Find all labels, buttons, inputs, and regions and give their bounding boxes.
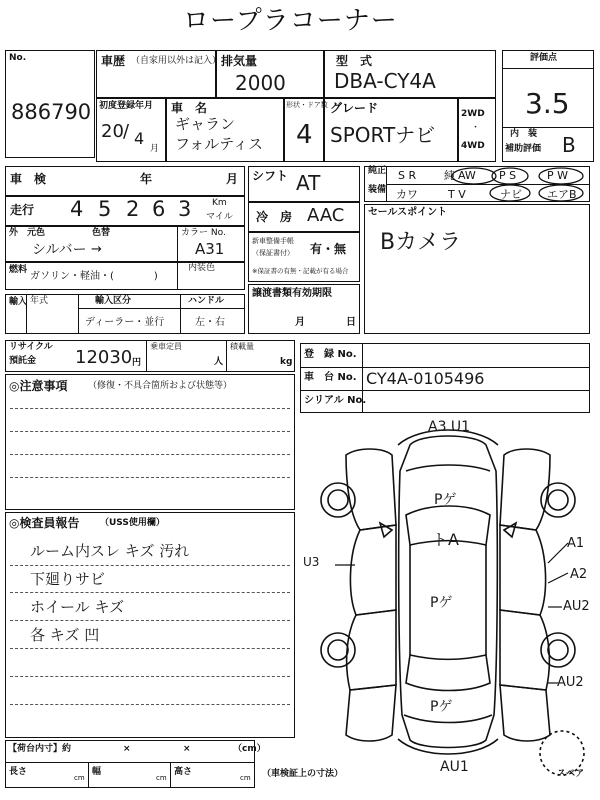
mark-right-4: AU2 (557, 675, 584, 690)
score-value: 3.5 (525, 87, 570, 120)
history-note: （自家用以外は記入） (131, 56, 222, 66)
cargo-length: 長さ (9, 767, 28, 777)
equip-ps: P S (499, 169, 517, 182)
mileage-digit-3: 2 (126, 197, 140, 221)
first-reg-year: 20 (101, 121, 124, 142)
import-year-label: 年式 (30, 296, 49, 306)
shift-label: シフト (252, 169, 289, 183)
inspector-line-2: 下廻りサビ (30, 570, 106, 588)
cargo-height-cm: cm (240, 774, 251, 782)
cargo-height: 高さ (174, 767, 193, 777)
model-label: 型 式 (336, 54, 373, 68)
manual-note: ※保証書の有無・記載が有る場合 (252, 267, 349, 275)
mileage-unit-km: Km (212, 198, 227, 208)
equipment-circles (364, 166, 590, 202)
drive-dot: ・ (471, 123, 481, 133)
car-name-line1: ギャラン (175, 115, 236, 133)
interior-color-label: 内装色 (188, 263, 216, 273)
aircon-label: 冷 房 (256, 210, 293, 224)
handle-value: 左・右 (195, 317, 225, 328)
car-name-line2: フォルティス (175, 135, 264, 153)
equip-pw: P W (547, 169, 569, 182)
grade-value: SPORTナビ (330, 123, 436, 147)
transfer-label: 譲渡書類有効期限 (252, 288, 332, 299)
recycle-label: リサイクル (9, 342, 53, 352)
import-category-value: ディーラー・並行 (85, 317, 165, 328)
notes-box (5, 374, 295, 510)
color-original-value: シルバー (32, 242, 87, 258)
model-value: DBA-CY4A (334, 69, 436, 93)
mark-top: A3 U1 (428, 419, 471, 435)
cargo-cert: （車検証上の寸法） (262, 769, 344, 779)
drive-2wd: 2WD (461, 109, 485, 119)
mileage-unit-mile: マイル (206, 212, 233, 222)
aircon-value: AAC (307, 205, 345, 226)
history-label: 車歴 (101, 54, 126, 68)
mileage-digit-1: 4 (70, 197, 84, 221)
displacement-value: 2000 (235, 71, 286, 95)
load-label: 積載量 (230, 342, 254, 351)
cargo-x1: × (123, 744, 131, 754)
sales-point-label: セールスポイント (368, 207, 448, 218)
recycle-unit: 円 (132, 358, 142, 368)
equip-sr: S R (398, 169, 417, 182)
interior-label: 内 装 (510, 129, 538, 139)
manual-options: 有・無 (310, 242, 347, 256)
mark-windshield: トA (432, 530, 459, 549)
chassis-label: 車 台 No. (304, 372, 357, 383)
mileage-digit-4: 6 (152, 197, 166, 221)
equip-jun: 純 (444, 169, 455, 182)
mileage-label: 走行 (10, 203, 35, 217)
transfer-day: 日 (346, 317, 356, 328)
load-unit: kg (280, 357, 293, 367)
equip-leather: カワ (396, 188, 418, 201)
score-label: 評価点 (530, 53, 558, 63)
equipment-label-b: 装備 (368, 185, 387, 195)
inspector-line-3: ホイール キズ (30, 598, 125, 616)
chassis-value: CY4A-0105496 (366, 369, 485, 388)
color-code-value: A31 (195, 240, 225, 258)
first-reg-month-unit: 月 (150, 144, 160, 154)
manual-label-sub: （保証書付） (252, 249, 294, 257)
lot-number: 886790 (11, 100, 92, 124)
spare-label: スペア (557, 769, 585, 779)
capacity-unit: 人 (214, 357, 224, 367)
mark-rear: Pゲ (430, 699, 453, 715)
first-reg-label: 初度登録年月 (99, 101, 154, 111)
shift-value: AT (296, 171, 321, 195)
capacity-label: 乗車定員 (150, 342, 182, 351)
equip-aw: AW (458, 169, 476, 182)
car-name-label: 車 名 (171, 101, 208, 115)
import-category-label: 輸入区分 (95, 296, 132, 306)
registration-label: 登 録 No. (304, 349, 357, 360)
fuel-label: 燃料 (9, 265, 28, 275)
fuel-options: ガソリン・軽油・( ) (30, 271, 158, 282)
mark-hood: Pゲ (434, 492, 457, 508)
mileage-digit-5: 3 (178, 197, 192, 221)
sales-point-box (364, 204, 590, 334)
mark-left: U3 (303, 555, 320, 569)
equipment-label-a: 純正 (368, 166, 387, 176)
interior-sub-label: 補助評価 (505, 144, 542, 154)
sheet-title: ロープラコーナー (183, 6, 398, 36)
notes-label: ◎注意事項 (9, 379, 68, 393)
mark-bottom: AU1 (440, 759, 469, 775)
color-code-label: カラー No. (181, 228, 226, 238)
mark-right-2: A2 (570, 567, 588, 582)
inspector-sub: （USS使用欄） (100, 518, 165, 528)
cargo-length-cm: cm (74, 774, 85, 782)
inspection-month: 月 (226, 172, 239, 186)
import-label: 輸入 (9, 297, 28, 307)
serial-label: シリアル No. (304, 395, 367, 406)
inspection-year: 年 (140, 172, 153, 186)
mileage-digit-2: 5 (98, 197, 112, 221)
color-arrow: → (91, 242, 102, 257)
drive-4wd: 4WD (461, 141, 485, 151)
mark-right-1: A1 (567, 536, 585, 551)
interior-score: B (562, 133, 576, 157)
notes-sub: （修復・不具合箇所および状態等） (88, 381, 233, 391)
recycle-label-sub: 預託金 (9, 356, 37, 366)
first-reg-month: 4 (134, 129, 145, 148)
transfer-month: 月 (295, 317, 305, 328)
cargo-width-cm: cm (156, 774, 167, 782)
inspector-label: ◎検査員報告 (9, 516, 80, 530)
recycle-value: 12030 (75, 347, 133, 368)
displacement-label: 排気量 (221, 54, 258, 68)
mark-roof: Pゲ (430, 595, 453, 611)
color-change-label: 色替 (92, 228, 111, 238)
manual-label: 新車整備手帳 (252, 237, 294, 245)
doors-label: 形状・ドア数 (286, 101, 328, 109)
equip-airbag: エアB (547, 188, 577, 201)
cargo-width: 幅 (92, 767, 102, 777)
mark-right-3: AU2 (563, 599, 590, 614)
inspector-line-1: ルーム内スレ キズ 汚れ (30, 542, 190, 560)
sales-point-value: Bカメラ (380, 230, 462, 255)
cargo-label: 【荷台内寸】約 (8, 744, 72, 754)
equip-navi: ナビ (500, 188, 522, 201)
first-reg-slash: / (123, 121, 130, 142)
inspection-label: 車 検 (10, 172, 47, 186)
lot-label: No. (9, 53, 27, 63)
doors-value: 4 (296, 120, 313, 150)
cargo-unit: （cm） (233, 744, 266, 754)
inspector-line-4: 各 キズ 凹 (30, 626, 100, 644)
cargo-x2: × (183, 744, 191, 754)
grade-label: グレード (330, 101, 379, 115)
equip-tv: T V (448, 188, 466, 201)
handle-label: ハンドル (188, 296, 225, 306)
color-original-label: 外 元色 (9, 228, 46, 238)
